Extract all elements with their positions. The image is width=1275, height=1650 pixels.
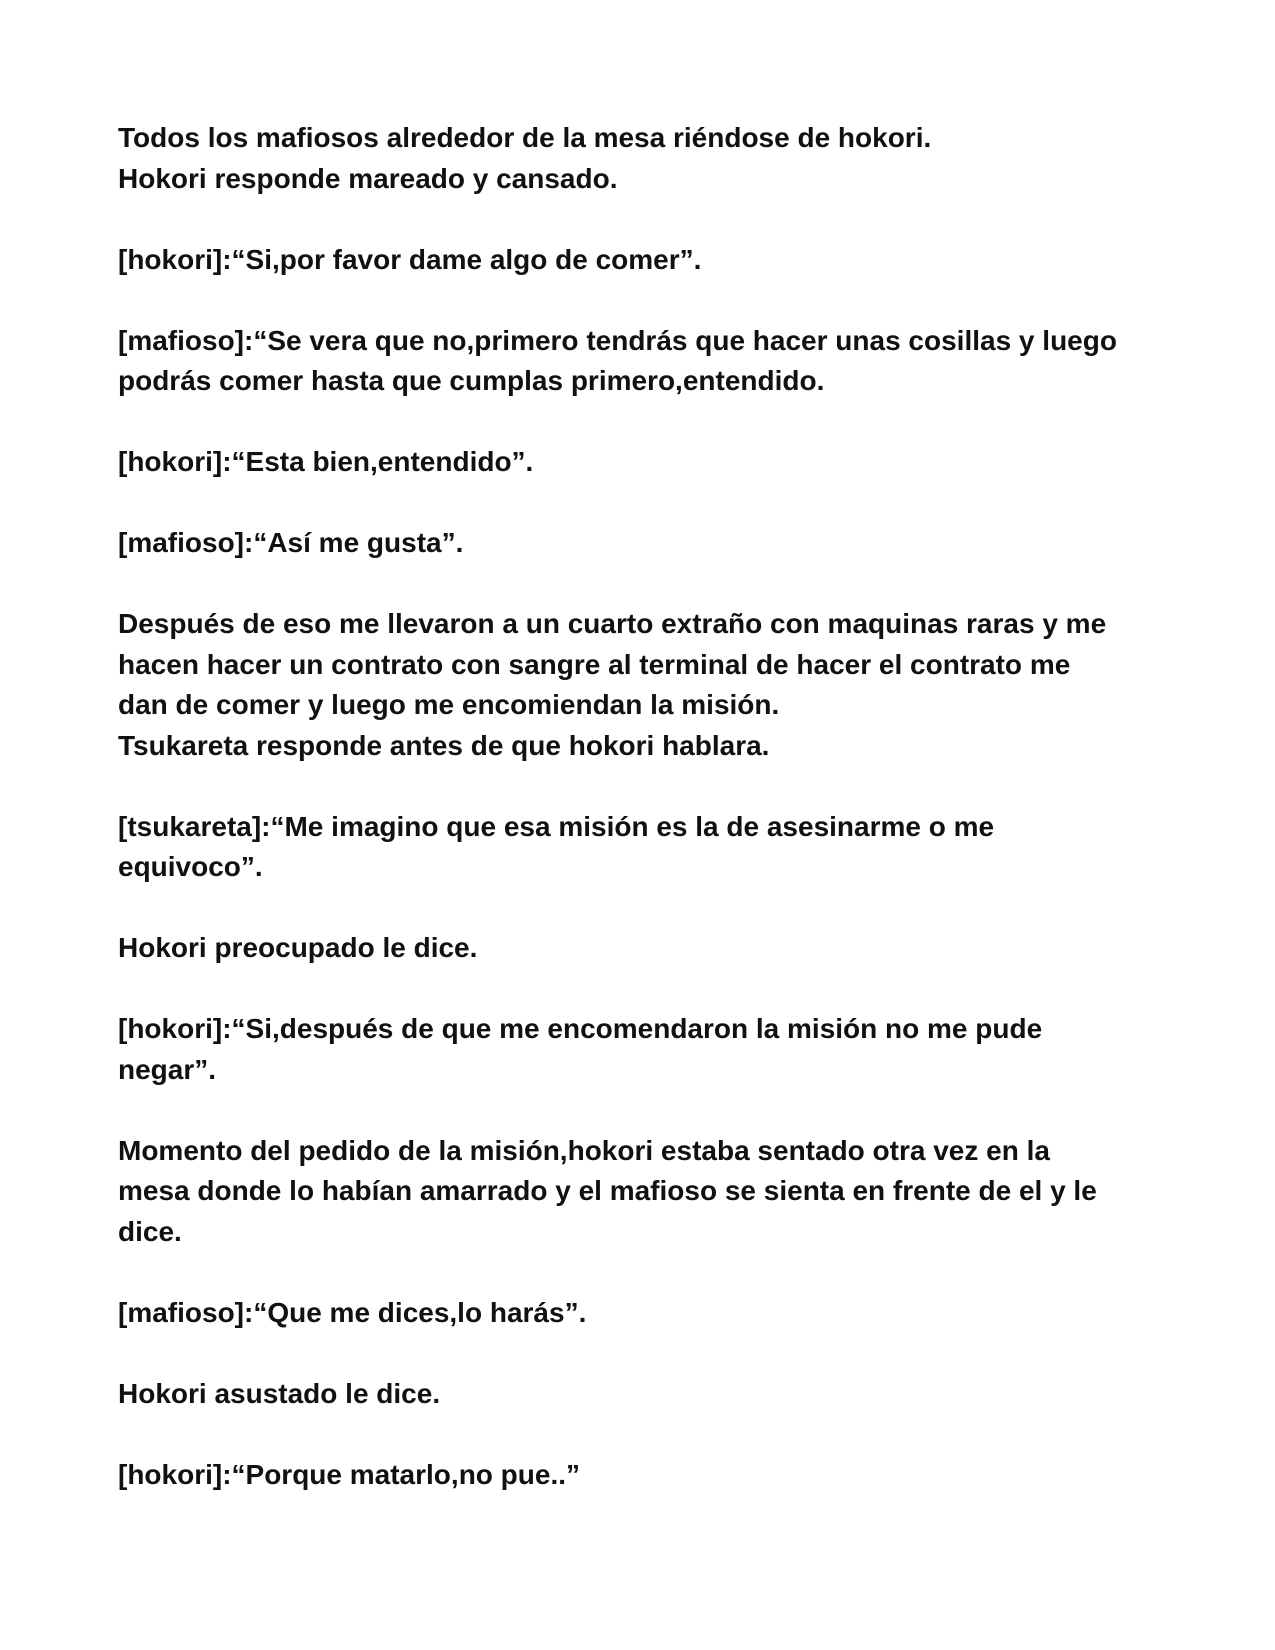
paragraph — [118, 928, 1158, 969]
text-line: dan de comer y luego me encomiendan la misión. — [118, 689, 780, 720]
text-line: equivoco”. — [118, 851, 263, 882]
text-line: [hokori]:“Esta bien,entendido”. — [118, 446, 534, 477]
text-line: Hokori responde mareado y cansado. — [118, 162, 618, 194]
text-line: Todos los mafiosos alrededor de la mesa riéndose de hokori. — [118, 122, 932, 153]
paragraph — [118, 1131, 1158, 1253]
dialogue-line — [118, 1009, 1158, 1090]
text-line: [hokori]:“Porque matarlo,no pue..” — [118, 1458, 581, 1490]
text-line: [hokori]:“Si,por favor dame algo de comer”. — [118, 243, 702, 275]
text-line: Después de eso me llevaron a un cuarto extraño con maquinas raras y me — [118, 608, 1107, 639]
text-line: [mafioso]:“Se vera que no,primero tendrás que hacer unas cosillas y luego — [118, 324, 1117, 356]
dialogue-line — [118, 240, 1158, 281]
text-line: Momento del pedido de la misión,hokori estaba sentado otra vez en la — [118, 1134, 1050, 1166]
text-line: podrás comer hasta que cumplas primero,entendido. — [118, 365, 825, 396]
paragraph — [118, 604, 1158, 766]
dialogue-line — [118, 1455, 1158, 1496]
text-line: Hokori asustado le dice. — [118, 1377, 441, 1409]
text-line: negar”. — [118, 1053, 217, 1085]
dialogue-line — [118, 1293, 1158, 1334]
text-line: Tsukareta responde antes de que hokori hablara. — [118, 729, 770, 761]
text-line: [tsukareta]:“Me imagino que esa misión es la de asesinarme o me — [118, 810, 995, 842]
dialogue-line — [118, 807, 1158, 888]
text-line: dice. — [118, 1215, 182, 1247]
dialogue-line — [118, 523, 1158, 564]
text-line: hacen hacer un contrato con sangre al terminal de hacer el contrato me — [118, 648, 1071, 680]
text-line: [mafioso]:“Así me gusta”. — [118, 527, 464, 558]
text-line: mesa donde lo habían amarrado y el mafioso se sienta en frente de el y le — [118, 1175, 1097, 1206]
text-line: [mafioso]:“Que me dices,lo harás”. — [118, 1296, 587, 1328]
document-body — [118, 118, 1158, 1495]
text-line: [hokori]:“Si,después de que me encomendaron la misión no me pude — [118, 1013, 1043, 1044]
text-line: Hokori preocupado le dice. — [118, 932, 478, 963]
paragraph — [118, 118, 1158, 199]
paragraph — [118, 1374, 1158, 1415]
dialogue-line — [118, 442, 1158, 483]
dialogue-line — [118, 321, 1158, 402]
